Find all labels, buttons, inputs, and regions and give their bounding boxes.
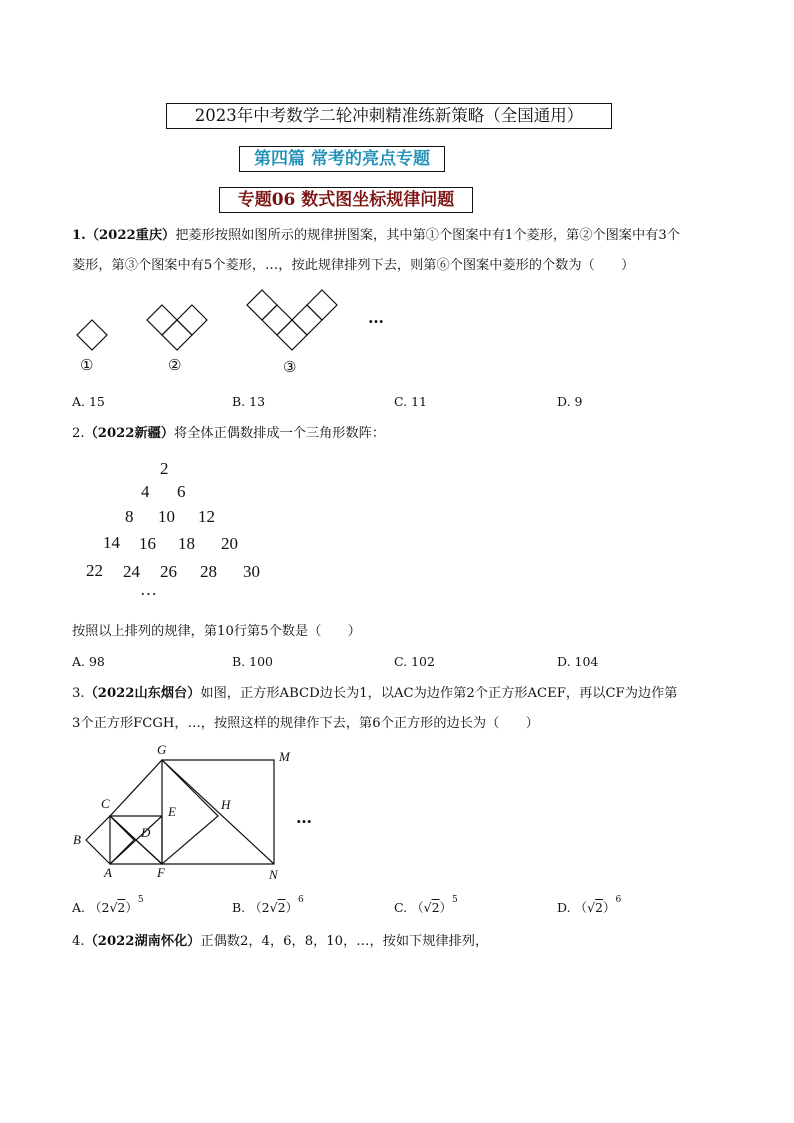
q1-line1 [72,221,680,251]
point-e: E [168,804,176,819]
part-title: 第四篇 常考的亮点专题 [239,146,445,172]
q3-option-b-open: （2 [249,900,270,915]
q2-cell: 10 [158,507,175,526]
q3-option-c [394,895,458,916]
q1-number: 1. [72,228,86,243]
q2-cell: 16 [139,534,156,553]
q3-option-a [72,895,144,916]
q1-figure-label-2: ② [168,356,182,374]
q1-option-b: B. 13 [232,394,266,409]
q3-option-a-open: （2 [89,900,110,915]
q3-option-b-exponent: 6 [298,895,304,905]
q2-cell: 28 [200,562,217,581]
q3-option-d-exponent: 6 [615,895,622,905]
q3-option-d-radicand: 2 [595,900,603,915]
point-d: D [141,825,151,840]
q1-ellipsis: … [368,308,384,327]
point-c: C [101,796,110,811]
q4-source: （2022湖南怀化） [84,934,201,949]
q2-cell: 26 [160,562,177,581]
q3-option-b-radicand: 2 [277,900,286,915]
q2-option-c: C. 102 [394,654,435,669]
q3-number: 3. [72,686,85,701]
q3-line2: 3个正方形FCGH，…，按照这样的规律作下去，第6个正方形的边长为（ ） [72,716,539,731]
point-a: A [104,865,112,880]
q2-cell: 30 [243,562,260,581]
sqrt-icon: √ [269,900,278,915]
q2-option-b: B. 100 [232,654,273,669]
rhombus [292,305,322,335]
q3-option-d-open: （ [574,900,588,915]
sqrt-icon: √ [587,900,596,915]
q2-continuation-dots: … [140,580,159,599]
q2-cell: 18 [178,534,195,553]
q2-cell: 20 [221,534,238,553]
point-m: M [279,749,290,764]
q2-number: 2. [72,426,85,441]
q2-cell: 8 [125,507,134,526]
q4-line1 [72,927,488,957]
rhombus [277,320,307,350]
q3-option-c-letter: C. [394,900,408,915]
q1-option-c: C. 11 [394,394,427,409]
q3-option-a-exponent: 5 [137,895,144,905]
q2-cell: 4 [141,482,150,501]
q3-source: （2022山东烟台） [84,686,201,701]
q1-rhombus-figure [60,285,420,385]
rhombus [162,320,192,350]
q3-option-d [557,895,622,916]
q3-option-c-exponent: 5 [452,895,458,905]
rhombus [147,305,177,335]
rhombus [262,305,292,335]
q3-option-d-letter: D. [557,900,571,915]
q3-option-c-open: （ [411,900,424,915]
q1-source: （2022重庆） [85,228,176,243]
q1-figure-label-3: ③ [283,358,297,376]
q3-text1: 如图，正方形ABCD边长为1，以AC为边作第2个正方形ACEF，再以CF为边作第 [200,686,678,701]
sqrt-icon: √ [109,900,118,915]
q2-cell: 14 [103,533,120,552]
q3-option-a-letter: A. [72,900,86,915]
q1-line2: 菱形，第③个图案中有5个菱形，…，按此规律排列下去，则第⑥个图案中菱形的个数为（ ） [72,258,635,273]
q3-ellipsis: … [296,808,312,827]
q3-option-a-radicand: 2 [117,900,126,915]
q2-cell: 12 [198,507,215,526]
q2-question: 按照以上排列的规律，第10行第5个数是（ ） [72,624,361,639]
point-n: N [269,867,278,882]
rhombus [77,320,107,350]
q4-text1: 正偶数2，4，6，8，10，…，按如下规律排列， [200,934,489,949]
q2-source: （2022新疆） [84,426,175,441]
q2-line1 [72,419,385,449]
q3-option-c-close: ） [439,900,453,915]
q1-option-a: A. 15 [72,394,105,409]
q3-option-b [232,895,304,916]
topic-title: 专题06 数式图坐标规律问题 [219,187,473,213]
point-b: B [73,832,81,847]
q2-text1: 将全体正偶数排成一个三角形数阵： [174,426,386,441]
q3-option-b-letter: B. [232,900,246,915]
q2-cell: 6 [177,482,186,501]
q2-cell: 24 [123,562,140,581]
q4-number: 4. [72,934,85,949]
q3-line1 [72,679,677,709]
q2-cell: 22 [86,561,103,580]
q2-option-d: D. 104 [557,654,599,669]
q3-option-a-close: ） [125,900,138,915]
rhombus [247,290,277,320]
point-h: H [221,797,231,812]
rhombus [307,290,337,320]
q3-option-b-close: ） [285,900,299,915]
q2-option-a: A. 98 [72,654,105,669]
segment-gn [162,760,274,864]
q1-figure-label-1: ① [80,356,94,374]
point-f: F [157,865,165,880]
q3-option-d-close: ） [602,900,616,915]
q2-cell: 2 [160,459,169,478]
q3-option-c-radicand: 2 [431,900,440,915]
q1-option-d: D. 9 [557,394,583,409]
document-title: 2023年中考数学二轮冲刺精准练新策略（全国通用） [166,103,612,129]
q1-text1: 把菱形按照如图所示的规律拼图案，其中第①个图案中有1个菱形，第②个图案中有3个 [175,228,680,243]
rhombus [177,305,207,335]
point-g: G [157,742,167,757]
sqrt-icon: √ [423,900,432,915]
